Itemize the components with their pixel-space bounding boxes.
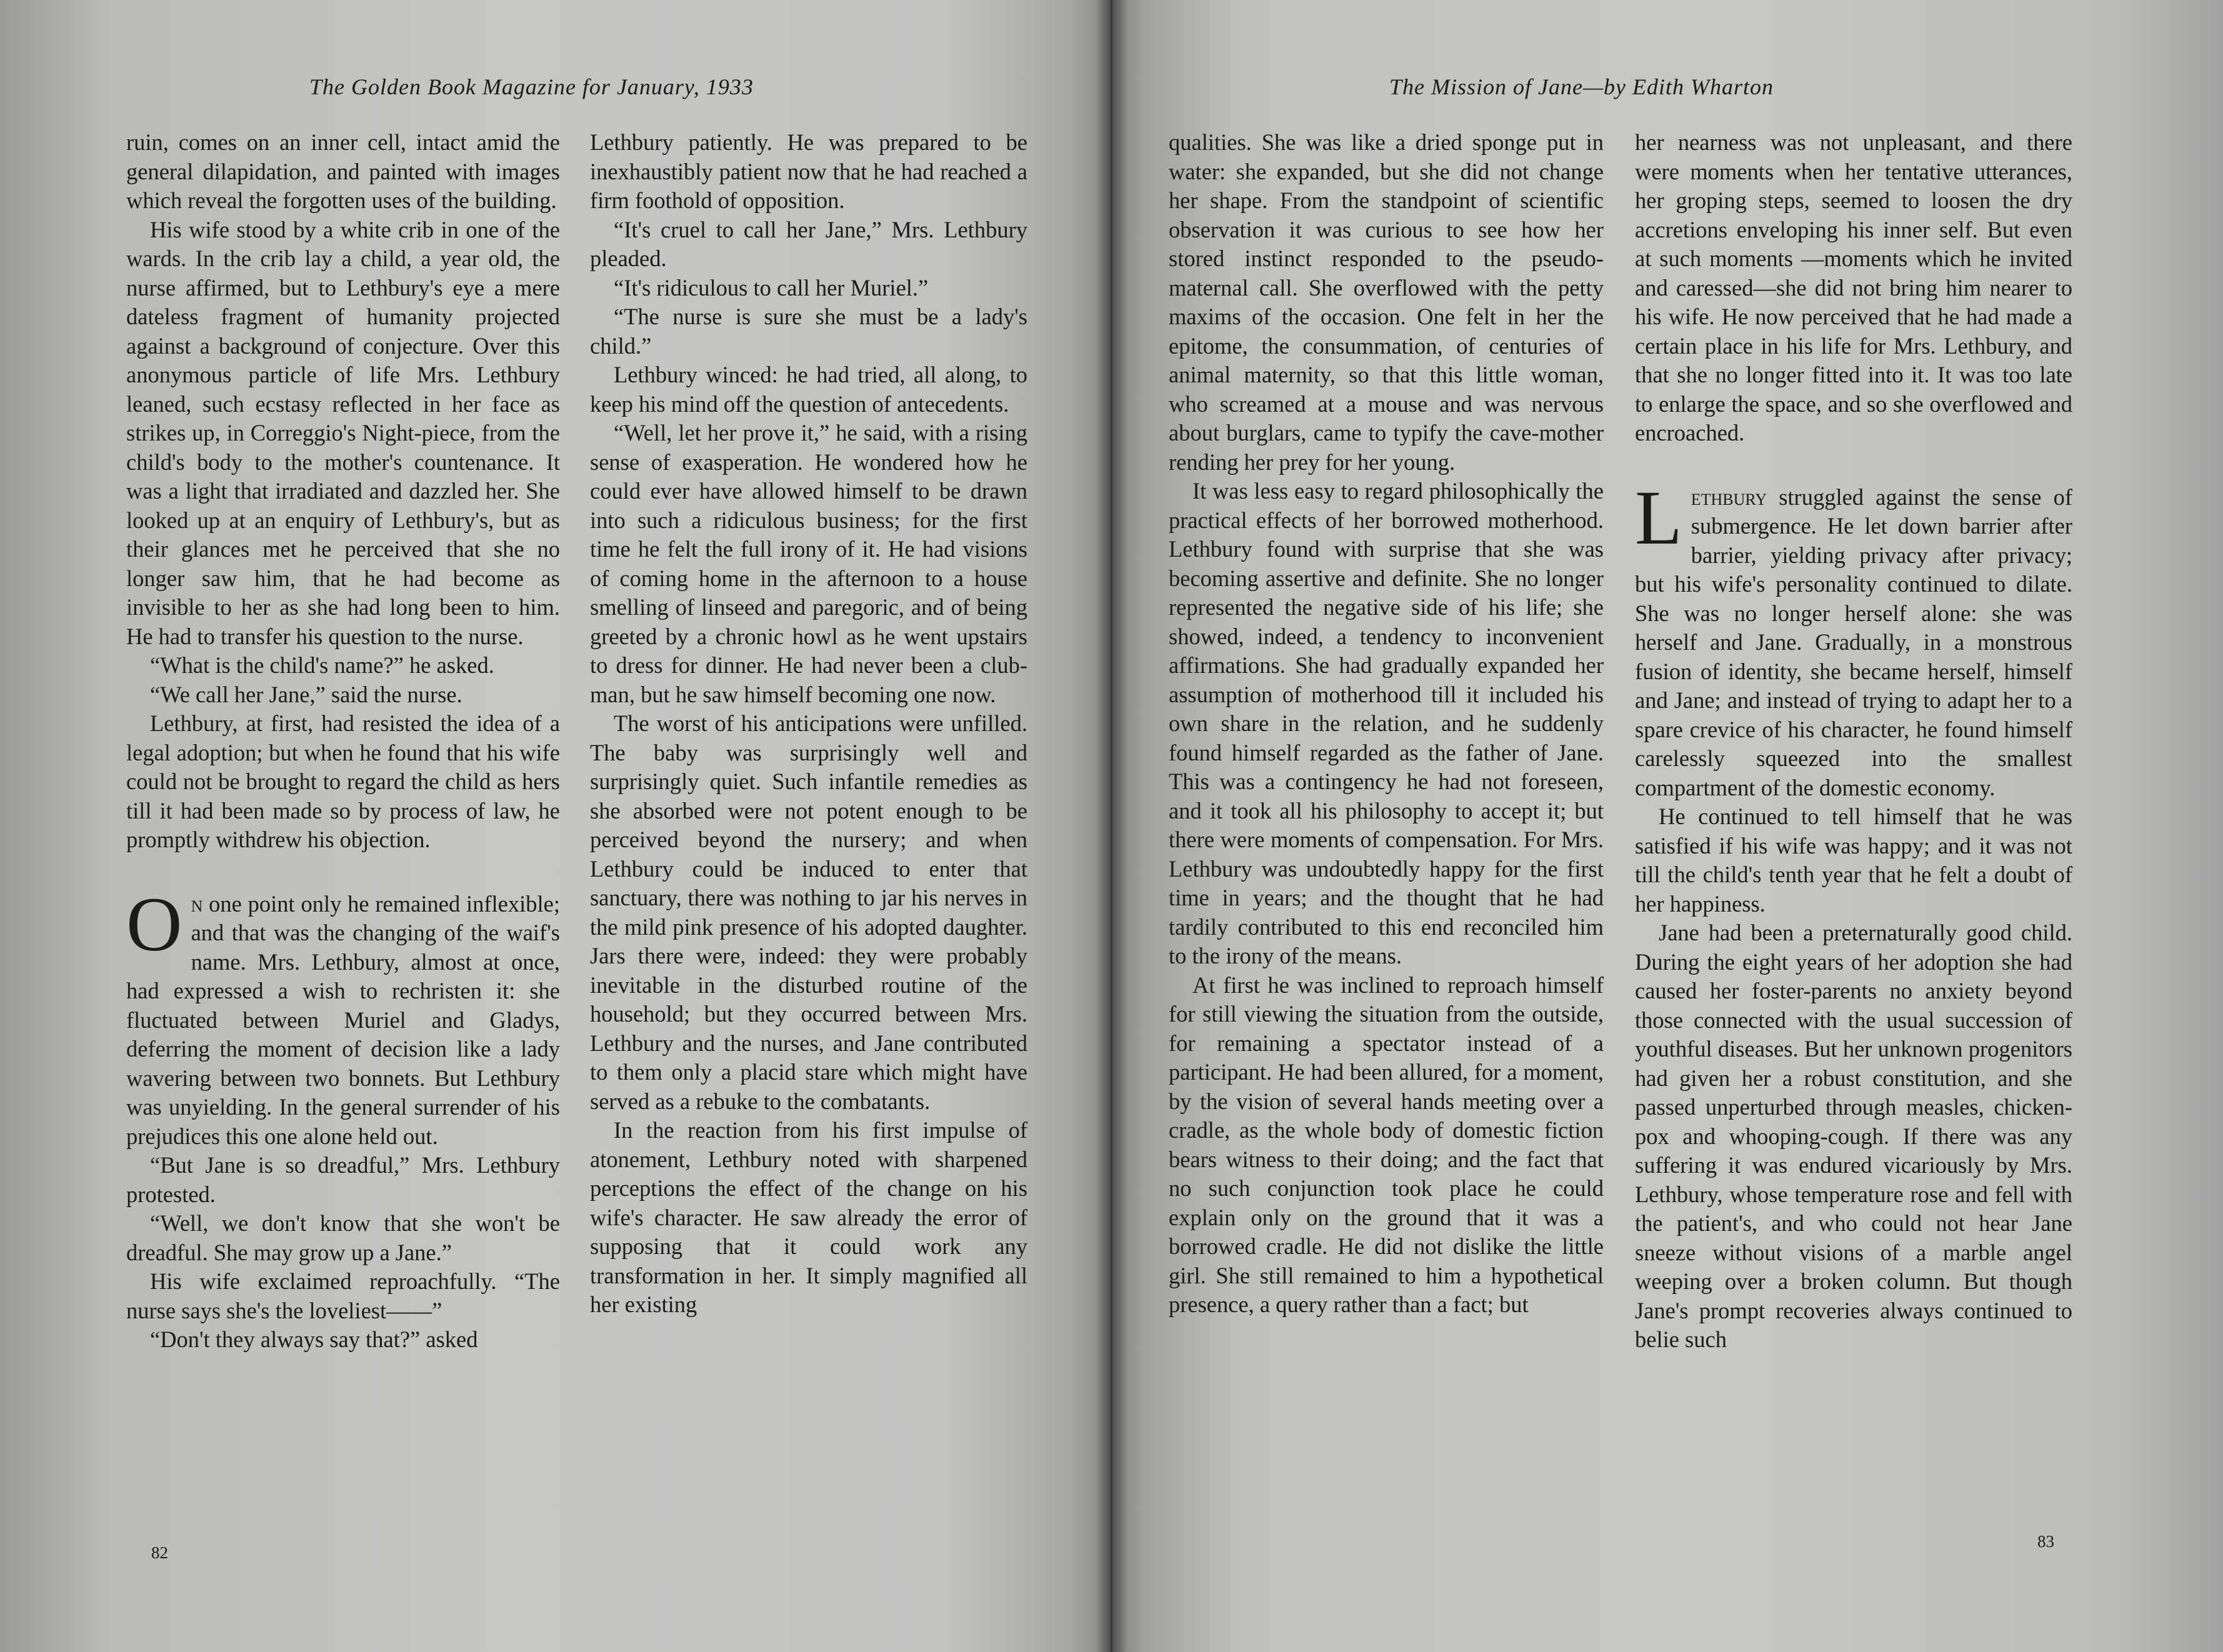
section-opening-paragraph	[1635, 474, 2072, 803]
running-head-right: The Mission of Jane—by Edith Wharton	[1389, 74, 1774, 99]
paragraph: It was less easy to regard philosophically the practical effects of her borrowed motherhood. Lethbury found with surprise that she was becoming assertive and definite. She no longer represented the negative side of his life; she showed, indeed, a tendency to inconvenient affirmations. She had gradually expanded her assumption of motherhood till it included his own share in the relation, and he suddenly found himself regarded as the father of Jane. This was a contingency he had not foreseen, and it took all his philosophy to accept it; but there were moments of compensation. For Mrs. Lethbury was undoubtedly happy for the first time in years; and the thought that he had tardily contributed to this end reconciled him to the irony of the means.	[1169, 478, 1604, 968]
drop-cap: O	[126, 881, 182, 967]
paragraph: her nearness was not unpleasant, and there were moments when her tentative utterances, her groping steps, seemed to loosen the dry accretions enveloping his inner self. But even at such moments —moments which he invited and caressed—she did not bring him nearer to his wife. He now perceived that he had made a certain place in his life for Mrs. Lethbury, and that she no longer fitted into it. It was too late to enlarge the space, and so she overflowed and encroached.	[1635, 129, 2072, 445]
paragraph: The worst of his anticipations were unfilled. The baby was surprisingly well and surprisingly quiet. Such infantile remedies as she absorbed were not potent enough to be perceived beyond the nursery; and when Lethbury could be induced to enter that sanctuary, there was nothing to jar his nerves in the mild pink presence of his adopted daughter. Jars there were, indeed: they were probably inevitable in the disturbed routine of the household; but they occurred between Mrs. Lethbury and the nurses, and Jane contributed to them only a placid stare which might have served as a rebuke to the combatants.	[590, 710, 1027, 1114]
paragraph: He continued to tell himself that he was satisfied if his wife was happy; and it was not till the child's tenth year that he felt a doubt of her happiness.	[1635, 804, 2072, 917]
paragraph: “It's ridiculous to call her Muriel.”	[614, 274, 929, 301]
paragraph: ruin, comes on an inner cell, intact amid the general dilapidation, and painted with images which reveal the forgotten uses of the building.	[126, 129, 560, 213]
right-page	[1111, 0, 2223, 1652]
right-page-column-2	[1635, 128, 2072, 1355]
paragraph: “We call her Jane,” said the nurse.	[150, 681, 462, 707]
left-page	[0, 0, 1111, 1652]
paragraph: Jane had been a preternaturally good child. During the eight years of her adoption she had caused her foster-parents no anxiety beyond those connected with the usual succession of youthful diseases. But her unknown progenitors had given her a robust constitution, and she passed unperturbed through measles, chicken-pox and whooping-cough. If there was any suffering it was endured vicariously by Mrs. Lethbury, whose temperature rose and fell with the patient's, and who could not hear Jane sneeze without visions of a marble angel weeping over a broken column. But though Jane's prompt recoveries always continued to belie such	[1635, 920, 2072, 1352]
paragraph: “Don't they always say that?” asked	[150, 1326, 478, 1352]
left-page-column-2	[590, 128, 1027, 1320]
paragraph: “It's cruel to call her Jane,” Mrs. Lethbury pleaded.	[590, 216, 1027, 271]
paragraph: “Well, let her prove it,” he said, with a rising sense of exasperation. He wondered how he could ever have allowed himself to be drawn into such a ridiculous business; for the first time he felt the full irony of it. He had visions of coming home in the afternoon to a house smelling of linseed and paregoric, and of being greeted by a chronic howl as he went upstairs to dress for dinner. He had never been a club-man, but he saw himself becoming one now.	[590, 420, 1027, 707]
paragraph: “Well, we don't know that she won't be dreadful. She may grow up a Jane.”	[126, 1210, 560, 1265]
small-caps-lead: n	[191, 890, 203, 917]
running-head-left: The Golden Book Magazine for January, 1933	[309, 74, 754, 99]
paragraph: At first he was inclined to reproach himself for still viewing the situation from the outside, for remaining a spectator instead of a participant. He had been allured, for a moment, by the vision of several hands meeting over a cradle, as the whole body of domestic fiction bears witness to their doing; and the fact that no such conjunction took place he could explain only on the ground that it was a borrowed cradle. He did not dislike the little girl. She still remained to him a hypothetical presence, a query rather than a fact; but	[1169, 972, 1604, 1317]
book-gutter	[1095, 0, 1127, 1652]
paragraph: qualities. She was like a dried sponge put in water: she expanded, but she did not change her shape. From the standpoint of scientific observation it was curious to see how her stored instinct responded to the pseudo-maternal call. She overflowed with the petty maxims of the occasion. One felt in her the epitome, the consummation, of centuries of animal maternity, so that this little woman, who screamed at a mouse and was nervous about burglars, came to typify the cave-mother rending her prey for her young.	[1169, 129, 1604, 475]
page-number-left: 82	[151, 1543, 168, 1562]
drop-cap: L	[1635, 474, 1682, 560]
page-number-right: 83	[2037, 1532, 2054, 1551]
paragraph-text: struggled against the sense of submergence. He let down barrier after barrier, yielding privacy after privacy; but his wife's personality continued to dilate. She was no longer herself alone: she was herself and Jane. Gradually, in a monstrous fusion of identity, she became herself, himself and Jane; and instead of trying to adapt her to a spare crevice of his character, he found himself carelessly squeezed into the smallest compartment of the domestic economy.	[1635, 484, 2072, 800]
paragraph: “But Jane is so dreadful,” Mrs. Lethbury protested.	[126, 1152, 560, 1207]
paragraph: Lethbury patiently. He was prepared to be inexhaustibly patient now that he had reached a firm foothold of opposition.	[590, 129, 1027, 213]
paragraph: In the reaction from his first impulse of atonement, Lethbury noted with sharpened perceptions the effect of the change on his wife's character. He saw already the error of supposing that it could work any transformation in her. It simply magnified all her existing	[590, 1117, 1027, 1317]
right-page-column-1	[1169, 128, 1604, 1320]
paragraph: “The nurse is sure she must be a lady's child.”	[590, 304, 1027, 359]
small-caps-lead: ethbury	[1691, 484, 1767, 510]
left-page-column-1	[126, 128, 560, 1355]
paragraph: Lethbury, at first, had resisted the idea of a legal adoption; but when he found that his wife could not be brought to regard the child as hers till it had been made so by process of law, he promptly withdrew his objection.	[126, 710, 560, 852]
section-opening-paragraph	[126, 881, 560, 1152]
paragraph: “What is the child's name?” he asked.	[150, 652, 494, 678]
paragraph: Lethbury winced: he had tried, all along, to keep his mind off the question of antecedents.	[590, 362, 1027, 417]
paragraph: His wife exclaimed reproachfully. “The nurse says she's the loveliest——”	[126, 1268, 560, 1323]
paragraph: His wife stood by a white crib in one of the wards. In the crib lay a child, a year old, the nurse affirmed, but to Lethbury's eye a mere dateless fragment of humanity projected against a background of conjecture. Over this anonymous particle of life Mrs. Lethbury leaned, such ecstasy reflected in her face as strikes up, in Correggio's Night-piece, from the child's body to the mother's countenance. It was a light that irradiated and dazzled her. She looked up at an enquiry of Lethbury's, but as their glances met he perceived that she no longer saw him, that he had become as invisible to her as she had long been to him. He had to transfer his question to the nurse.	[126, 216, 560, 649]
paragraph-text: one point only he remained inflexible; and that was the changing of the waif's name. Mrs. Lethbury, almost at once, had expressed a wish to rechristen it: she fluctuated between Muriel and Gladys, deferring the moment of decision like a lady wavering between two bonnets. But Lethbury was unyielding. In the general surrender of his prejudices this one alone held out.	[126, 890, 560, 1149]
